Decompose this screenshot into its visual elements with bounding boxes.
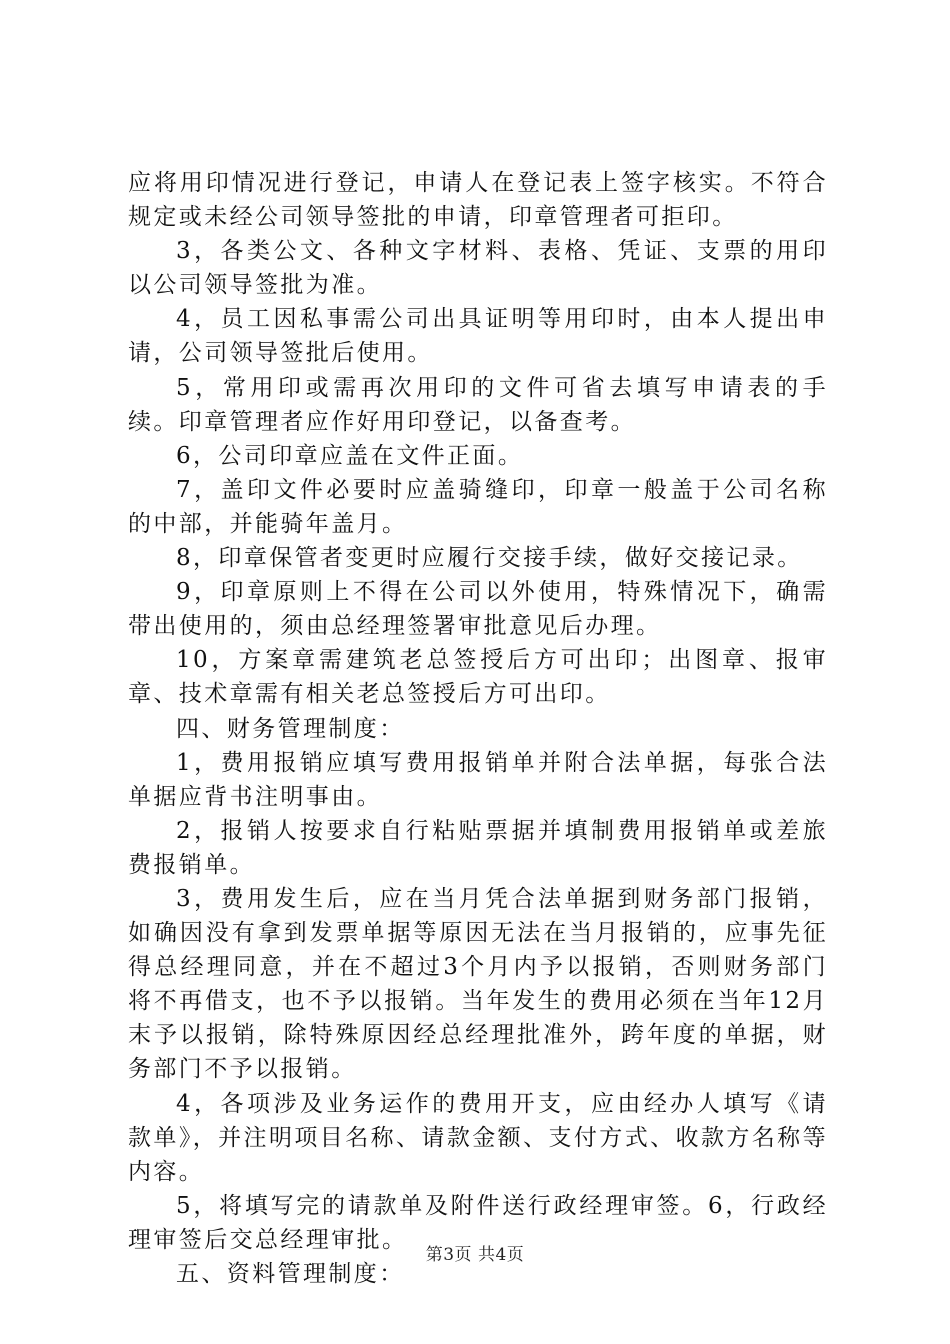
section-heading-records: 五、资料管理制度： xyxy=(176,1261,405,1287)
page-number-footer: 第3页 共4页 xyxy=(425,1245,525,1265)
paragraph-13: 3，费用发生后，应在当月凭合法单据到财务部门报销，如确因没有拿到发票单据等原因无法在当月报销的，应事先征得总经理同意，并在不超过3个月内予以报销，否则财务部门将不再借支，也不予以报销。当年发生的费用必须在当年12月末予以报销，除特殊原因经总经理批准外，跨年度的单据，财务部门不予以报销。 xyxy=(128,885,828,1083)
document-body xyxy=(128,166,828,1291)
paragraph-14: 4，各项涉及业务运作的费用开支，应由经办人填写《请款单》，并注明项目名称、请款金额、支付方式、收款方名称等内容。 xyxy=(128,1090,828,1185)
paragraph-12: 2，报销人按要求自行粘贴票据并填制费用报销单或差旅费报销单。 xyxy=(128,817,828,878)
section-heading-finance: 四、财务管理制度： xyxy=(176,715,405,742)
paragraph-11: 1，费用报销应填写费用报销单并附合法单据，每张合法单据应背书注明事由。 xyxy=(128,749,828,810)
paragraph-4: 5，常用印或需再次用印的文件可省去填写申请表的手续。印章管理者应作好用印登记，以备查考。 xyxy=(128,374,828,435)
paragraph-15: 5，将填写完的请款单及附件送行政经理审签。6，行政经理审签后交总经理审批。 xyxy=(128,1192,828,1253)
paragraph-9: 10，方案章需建筑老总签授后方可出印；出图章、报审章、技术章需有相关老总签授后方可出印。 xyxy=(128,647,828,708)
paragraph-7: 8，印章保管者变更时应履行交接手续，做好交接记录。 xyxy=(176,545,803,572)
paragraph-3: 4，员工因私事需公司出具证明等用印时，由本人提出申请，公司领导签批后使用。 xyxy=(128,306,828,367)
paragraph-5: 6，公司印章应盖在文件正面。 xyxy=(176,442,524,469)
paragraph-1: 应将用印情况进行登记，申请人在登记表上签字核实。不符合规定或未经公司领导签批的申请，印章管理者可拒印。 xyxy=(128,170,828,231)
paragraph-2: 3，各类公文、各种文字材料、表格、凭证、支票的用印以公司领导签批为准。 xyxy=(128,238,828,299)
paragraph-6: 7，盖印文件必要时应盖骑缝印，印章一般盖于公司名称的中部，并能骑年盖月。 xyxy=(128,476,828,537)
paragraph-8: 9，印章原则上不得在公司以外使用，特殊情况下，确需带出使用的，须由总经理签署审批意见后办理。 xyxy=(128,579,828,640)
